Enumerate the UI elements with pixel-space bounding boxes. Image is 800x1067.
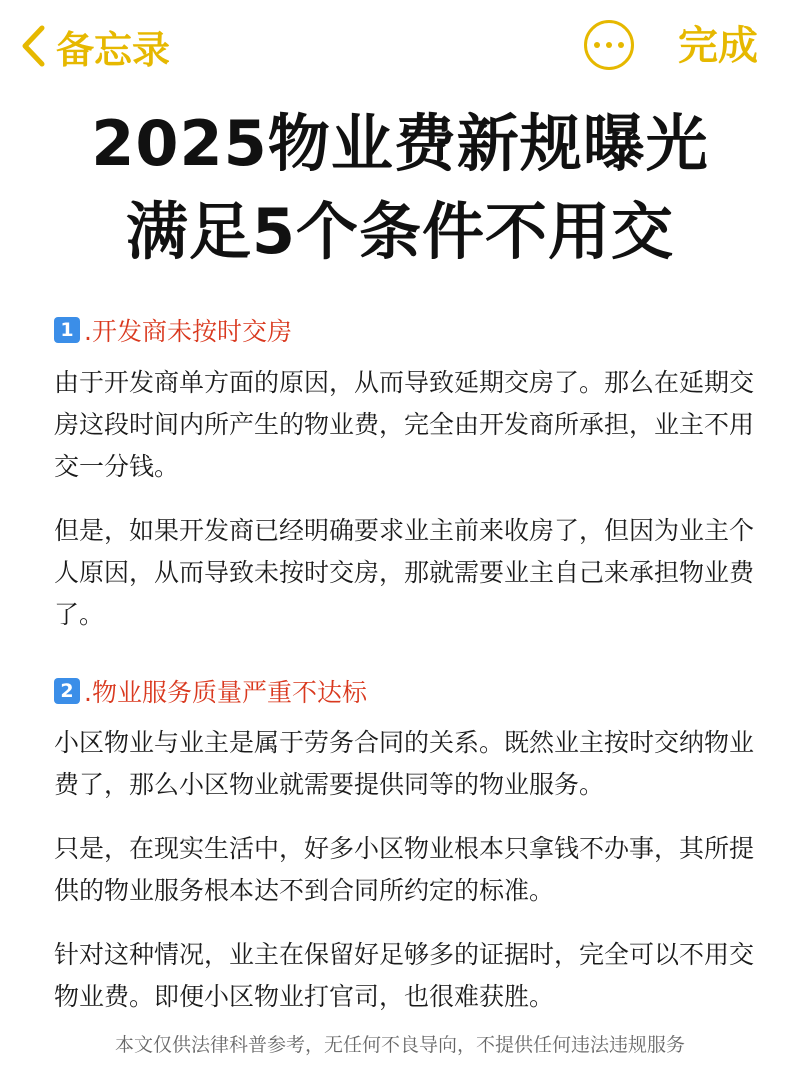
title-line-1: 2025物业费新规曝光: [91, 107, 709, 180]
section-heading-text-1: .开发商未按时交房: [84, 317, 292, 346]
disclaimer-footer: 本文仅供法律科普参考，无任何不良导向，不提供任何违法违规服务: [114, 1034, 685, 1056]
title-line-2: 满足5个条件不用交: [125, 195, 675, 268]
page-title: [0, 100, 800, 276]
back-label: 备忘录: [56, 27, 171, 72]
done-button[interactable]: 完成: [678, 23, 758, 69]
paragraph: 由于开发商单方面的原因，从而导致延期交房了。那么在延期交房这段时间内所产生的物业费，完全由开发商所承担，业主不用交一分钱。: [54, 368, 755, 481]
section-heading-1: [54, 312, 292, 348]
paragraph: 小区物业与业主是属于劳务合同的关系。既然业主按时交纳物业费了，那么小区物业就需要提供同等的物业服务。: [54, 728, 755, 799]
paragraph: 但是，如果开发商已经明确要求业主前来收房了，但因为业主个人原因，从而导致未按时交房，那就需要业主自己来承担物业费了。: [54, 516, 755, 629]
chevron-left-icon: [20, 24, 46, 68]
navbar: [0, 0, 800, 92]
paragraph: 针对这种情况，业主在保留好足够多的证据时，完全可以不用交物业费。即便小区物业打官司，也很难获胜。: [54, 940, 755, 1011]
more-icon[interactable]: [584, 20, 634, 70]
number-badge-2: 2: [54, 678, 80, 704]
number-badge-1: 1: [54, 317, 80, 343]
back-button[interactable]: [20, 18, 170, 74]
paragraph: 只是，在现实生活中，好多小区物业根本只拿钱不办事，其所提供的物业服务根本达不到合同所约定的标准。: [54, 834, 755, 905]
section-heading-text-2: .物业服务质量严重不达标: [84, 678, 367, 707]
section-heading-2: [54, 673, 367, 709]
